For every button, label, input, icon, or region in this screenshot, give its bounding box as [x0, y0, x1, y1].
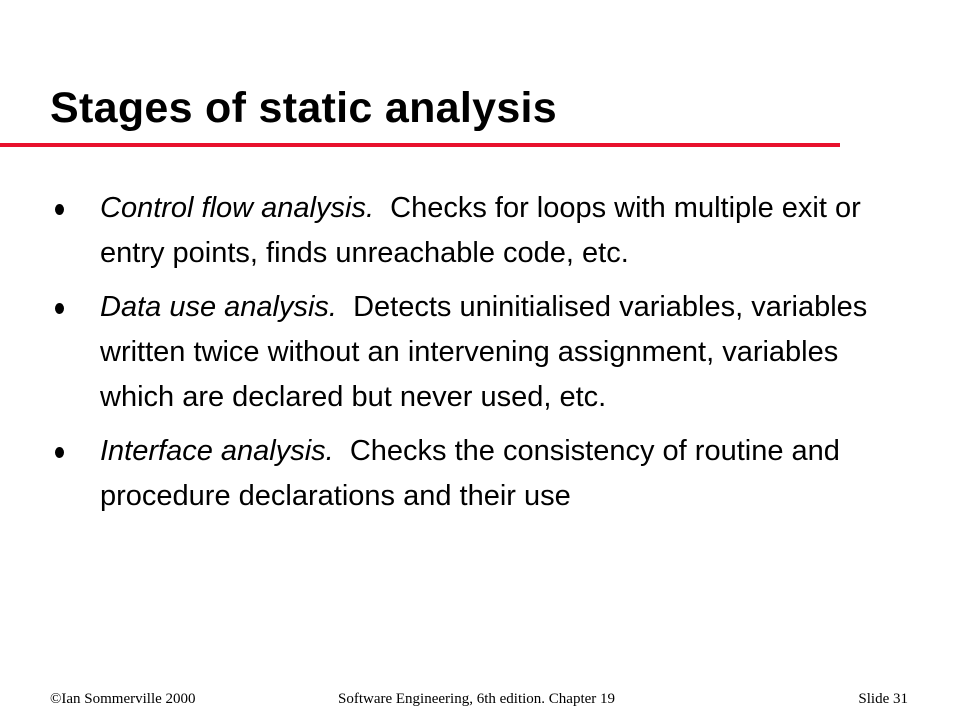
bullet-term: Interface analysis. — [100, 435, 334, 467]
bullet-term: Control flow analysis. — [100, 192, 374, 224]
title-underline — [0, 143, 840, 147]
bullet-dot-icon — [55, 204, 64, 215]
footer-book-title: Software Engineering, 6th edition. Chapter 19 — [338, 691, 616, 707]
slide-title: Stages of static analysis — [50, 84, 557, 132]
bullet-dot-icon — [55, 447, 64, 458]
bullet-item — [50, 429, 880, 519]
bullet-text: Checks the consistency of routine and procedure declarations and their use — [100, 435, 840, 512]
bullet-text: Checks for loops with multiple exit or entry points, finds unreachable code, etc. — [100, 192, 861, 269]
bullet-dot-icon — [55, 303, 64, 314]
bullet-term: Data use analysis. — [100, 291, 337, 323]
bullet-list — [50, 186, 880, 528]
bullet-item — [50, 186, 880, 276]
footer-copyright: ©Ian Sommerville 2000 — [50, 691, 196, 707]
bullet-text: Detects uninitialised variables, variables written twice without an intervening assignment, variables which are declared but never used, etc. — [100, 291, 868, 413]
footer-slide-number: Slide 31 — [858, 691, 908, 707]
bullet-item — [50, 285, 880, 420]
